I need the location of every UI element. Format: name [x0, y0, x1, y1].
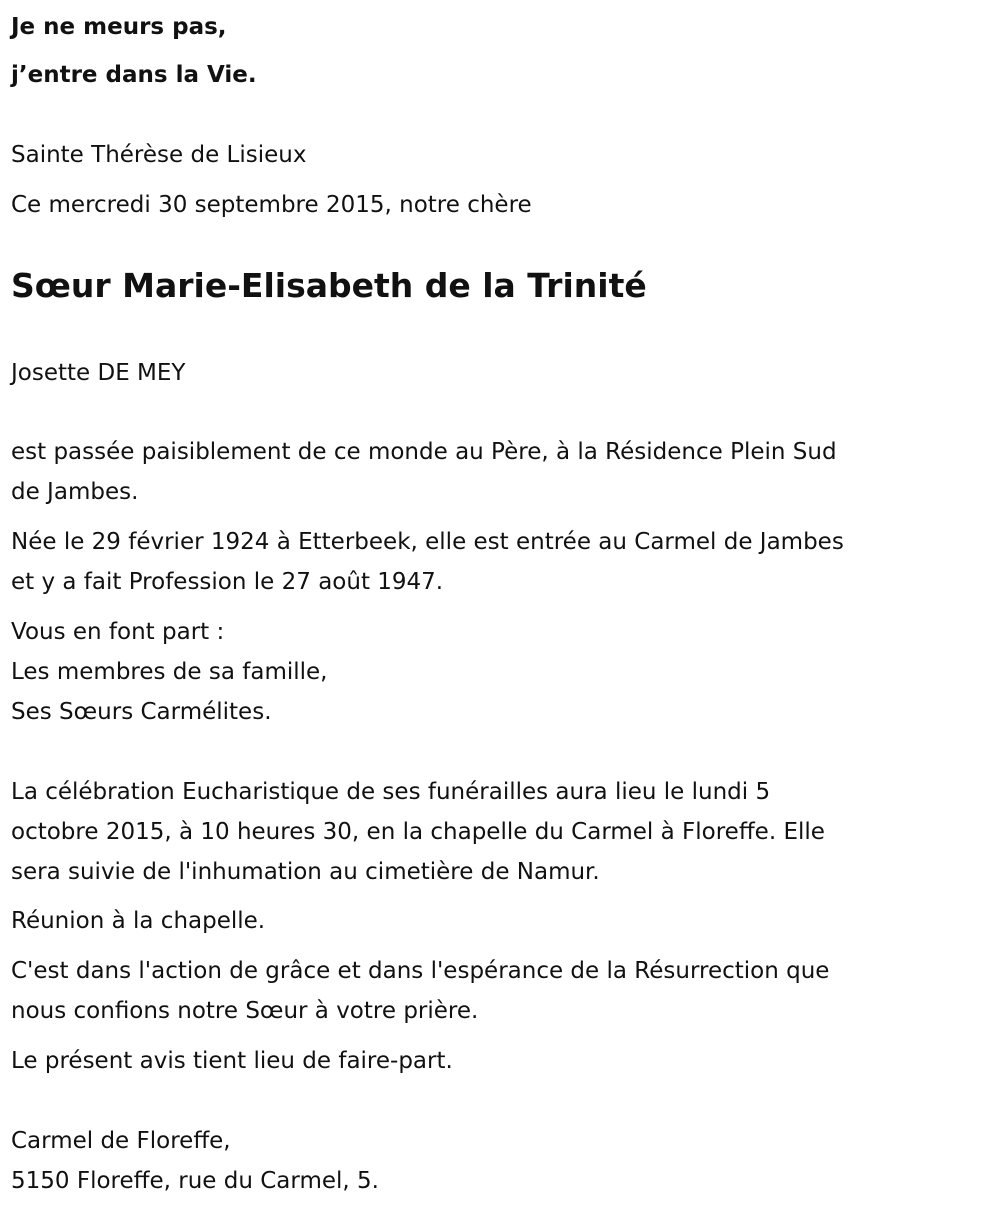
faire-part-notice: Le présent avis tient lieu de faire-part.: [11, 1048, 453, 1074]
funeral-text-line-2: octobre 2015, à 10 heures 30, en la chapelle du Carmel à Floreffe. Elle: [11, 819, 825, 845]
passing-text-line-1: est passée paisiblement de ce monde au Père, à la Résidence Plein Sud: [11, 439, 837, 465]
family-text: Les membres de sa famille,: [11, 659, 328, 685]
deceased-civil-name: Josette DE MEY: [11, 360, 186, 386]
birth-text-line-1: Née le 29 février 1924 à Etterbeek, elle est entrée au Carmel de Jambes: [11, 529, 844, 555]
intro-text: Ce mercredi 30 septembre 2015, notre chère: [11, 192, 532, 218]
sisters-text: Ses Sœurs Carmélites.: [11, 699, 272, 725]
epigraph-line-2: j’entre dans la Vie.: [11, 62, 257, 88]
prayer-text-line-1: C'est dans l'action de grâce et dans l'espérance de la Résurrection que: [11, 958, 830, 984]
address-line-2: 5150 Floreffe, rue du Carmel, 5.: [11, 1168, 379, 1194]
prayer-text-line-2: nous confions notre Sœur à votre prière.: [11, 998, 479, 1024]
funeral-text-line-1: La célébration Eucharistique de ses funérailles aura lieu le lundi 5: [11, 779, 771, 805]
meeting-text: Réunion à la chapelle.: [11, 908, 266, 934]
epigraph-author: Sainte Thérèse de Lisieux: [11, 142, 307, 168]
funeral-text-line-3: sera suivie de l'inhumation au cimetière de Namur.: [11, 859, 600, 885]
passing-text-line-2: de Jambes.: [11, 479, 139, 505]
address-line-1: Carmel de Floreffe,: [11, 1128, 231, 1154]
announce-text: Vous en font part :: [11, 619, 225, 645]
deceased-religious-name: Sœur Marie-Elisabeth de la Trinité: [11, 266, 647, 305]
epigraph-line-1: Je ne meurs pas,: [11, 14, 227, 40]
birth-text-line-2: et y a fait Profession le 27 août 1947.: [11, 569, 444, 595]
